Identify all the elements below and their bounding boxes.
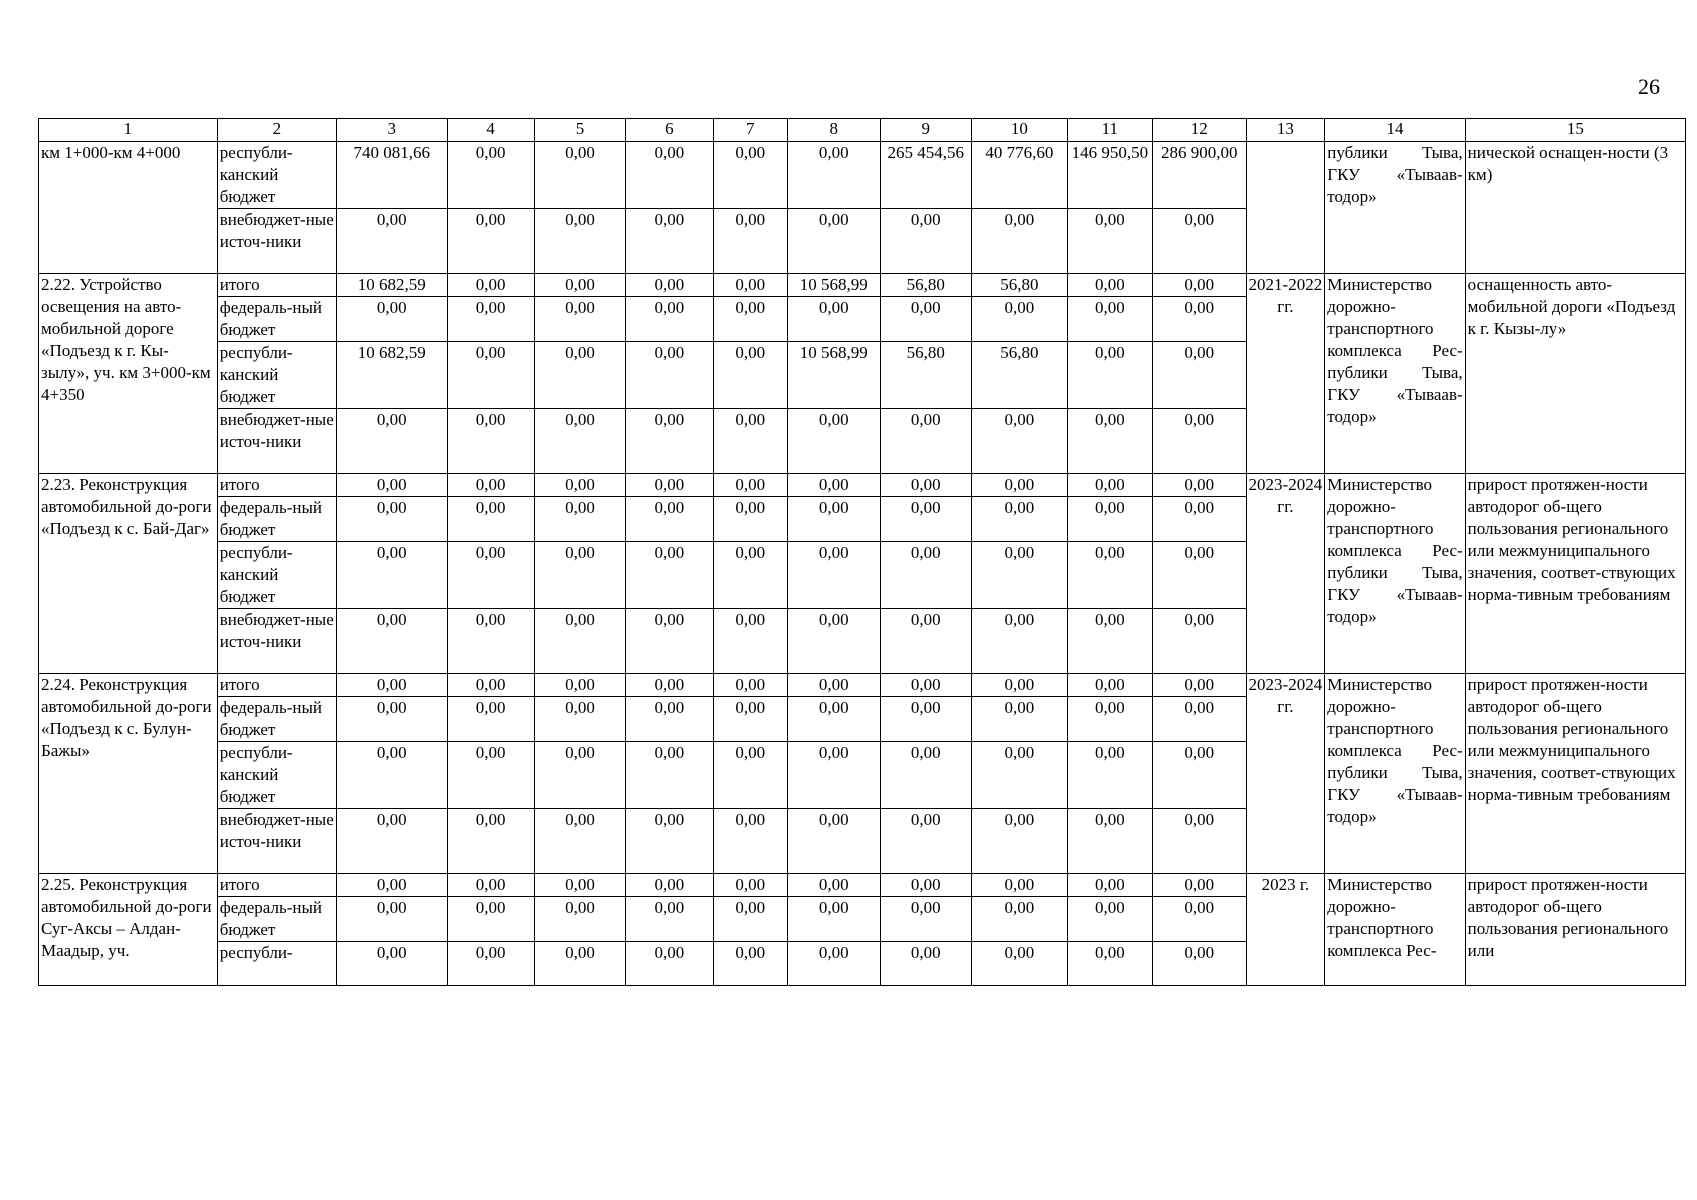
- amount-cell: 0,00: [713, 809, 787, 874]
- measure-name: км 1+000-км 4+000: [39, 142, 218, 274]
- amount-cell: 0,00: [1067, 809, 1152, 874]
- amount-cell: 0,00: [1067, 274, 1152, 297]
- amount-cell: 0,00: [1067, 609, 1152, 674]
- amount-cell: 0,00: [626, 342, 713, 409]
- amount-cell: 0,00: [1152, 609, 1246, 674]
- amount-cell: 0,00: [626, 409, 713, 474]
- expected-result: прирост протяжен-ности автодорог об-щего пользования регионального или межмуниципального значения, соответ-ствующих норма-тивным требованиям: [1465, 474, 1685, 674]
- amount-cell: 0,00: [534, 674, 626, 697]
- amount-cell: 0,00: [880, 809, 972, 874]
- amount-cell: 0,00: [534, 142, 626, 209]
- amount-cell: 0,00: [534, 942, 626, 986]
- amount-cell: 0,00: [972, 809, 1068, 874]
- amount-cell: 0,00: [447, 409, 534, 474]
- amount-cell: 0,00: [972, 474, 1068, 497]
- amount-cell: 0,00: [880, 697, 972, 742]
- amount-cell: 0,00: [447, 297, 534, 342]
- amount-cell: 0,00: [1152, 542, 1246, 609]
- amount-cell: 0,00: [787, 897, 880, 942]
- amount-cell: 0,00: [1067, 874, 1152, 897]
- amount-cell: 286 900,00: [1152, 142, 1246, 209]
- column-number: 14: [1325, 119, 1465, 142]
- amount-cell: 0,00: [1067, 697, 1152, 742]
- column-number: 2: [217, 119, 336, 142]
- column-number: 5: [534, 119, 626, 142]
- implementation-years: 2023 г.: [1246, 874, 1325, 986]
- amount-cell: 0,00: [626, 809, 713, 874]
- amount-cell: 0,00: [447, 542, 534, 609]
- amount-cell: 0,00: [713, 942, 787, 986]
- amount-cell: 0,00: [534, 274, 626, 297]
- funding-source: итого: [217, 674, 336, 697]
- amount-cell: 10 568,99: [787, 274, 880, 297]
- amount-cell: 0,00: [787, 609, 880, 674]
- amount-cell: 0,00: [713, 297, 787, 342]
- amount-cell: 0,00: [880, 474, 972, 497]
- amount-cell: 0,00: [1067, 409, 1152, 474]
- amount-cell: 0,00: [972, 897, 1068, 942]
- amount-cell: 10 568,99: [787, 342, 880, 409]
- amount-cell: 0,00: [713, 342, 787, 409]
- amount-cell: 0,00: [336, 874, 447, 897]
- amount-cell: 10 682,59: [336, 274, 447, 297]
- amount-cell: 0,00: [447, 942, 534, 986]
- funding-source: итого: [217, 274, 336, 297]
- amount-cell: 0,00: [972, 542, 1068, 609]
- amount-cell: 0,00: [336, 809, 447, 874]
- amount-cell: 0,00: [713, 409, 787, 474]
- amount-cell: 0,00: [787, 674, 880, 697]
- column-number: 9: [880, 119, 972, 142]
- amount-cell: 0,00: [447, 474, 534, 497]
- column-number: 3: [336, 119, 447, 142]
- budget-table: [38, 118, 1686, 986]
- amount-cell: 0,00: [713, 609, 787, 674]
- column-number: 13: [1246, 119, 1325, 142]
- amount-cell: 0,00: [336, 674, 447, 697]
- amount-cell: 0,00: [713, 474, 787, 497]
- amount-cell: 0,00: [336, 497, 447, 542]
- amount-cell: 0,00: [787, 942, 880, 986]
- amount-cell: 0,00: [1152, 297, 1246, 342]
- amount-cell: 0,00: [447, 497, 534, 542]
- amount-cell: 0,00: [972, 742, 1068, 809]
- amount-cell: 0,00: [336, 474, 447, 497]
- column-number: 7: [713, 119, 787, 142]
- amount-cell: 0,00: [534, 897, 626, 942]
- amount-cell: 0,00: [626, 742, 713, 809]
- amount-cell: 0,00: [336, 697, 447, 742]
- amount-cell: 0,00: [534, 697, 626, 742]
- executor: Министерство дорожно-транспортного комплекса Рес-публики Тыва, ГКУ «Тываав-тодор»: [1325, 674, 1465, 874]
- amount-cell: 0,00: [626, 874, 713, 897]
- amount-cell: 0,00: [626, 674, 713, 697]
- funding-source: внебюджет-ные источ-ники: [217, 409, 336, 474]
- budget-table-wrapper: [38, 118, 1686, 986]
- amount-cell: 0,00: [787, 742, 880, 809]
- amount-cell: 0,00: [534, 542, 626, 609]
- amount-cell: 0,00: [880, 674, 972, 697]
- amount-cell: 0,00: [626, 697, 713, 742]
- amount-cell: 0,00: [880, 209, 972, 274]
- funding-source: республи-канский бюджет: [217, 142, 336, 209]
- measure-name: 2.25. Реконструкция автомобильной до-роги Суг-Аксы – Алдан-Маадыр, уч.: [39, 874, 218, 986]
- amount-cell: 0,00: [626, 474, 713, 497]
- measure-name: 2.22. Устройство освещения на авто-мобильной дороге «Подъезд к г. Кы-зылу», уч. км 3+000-км 4+350: [39, 274, 218, 474]
- amount-cell: 0,00: [787, 809, 880, 874]
- amount-cell: 0,00: [880, 742, 972, 809]
- funding-source: внебюджет-ные источ-ники: [217, 609, 336, 674]
- amount-cell: 0,00: [972, 409, 1068, 474]
- funding-source: республи-: [217, 942, 336, 986]
- column-number: 4: [447, 119, 534, 142]
- amount-cell: 0,00: [336, 609, 447, 674]
- column-number: 15: [1465, 119, 1685, 142]
- amount-cell: 40 776,60: [972, 142, 1068, 209]
- funding-source: республи-канский бюджет: [217, 742, 336, 809]
- amount-cell: 0,00: [880, 609, 972, 674]
- amount-cell: 0,00: [447, 342, 534, 409]
- amount-cell: 0,00: [713, 697, 787, 742]
- executor: Министерство дорожно-транспортного комплекса Рес-публики Тыва, ГКУ «Тываав-тодор»: [1325, 274, 1465, 474]
- amount-cell: 0,00: [787, 409, 880, 474]
- amount-cell: 0,00: [336, 409, 447, 474]
- amount-cell: 0,00: [713, 542, 787, 609]
- funding-source: республи-канский бюджет: [217, 342, 336, 409]
- amount-cell: 0,00: [534, 874, 626, 897]
- amount-cell: 265 454,56: [880, 142, 972, 209]
- amount-cell: 0,00: [626, 609, 713, 674]
- amount-cell: 0,00: [787, 497, 880, 542]
- amount-cell: 146 950,50: [1067, 142, 1152, 209]
- expected-result: прирост протяжен-ности автодорог об-щего пользования регионального или межмуниципального значения, соответ-ствующих норма-тивным требованиям: [1465, 674, 1685, 874]
- amount-cell: 0,00: [1152, 809, 1246, 874]
- table-row: [39, 274, 1686, 297]
- table-row: [39, 874, 1686, 897]
- amount-cell: 0,00: [713, 497, 787, 542]
- column-number: 12: [1152, 119, 1246, 142]
- measure-name: 2.23. Реконструкция автомобильной до-роги «Подъезд к с. Бай-Даг»: [39, 474, 218, 674]
- amount-cell: 0,00: [447, 209, 534, 274]
- amount-cell: 0,00: [713, 742, 787, 809]
- funding-source: итого: [217, 874, 336, 897]
- amount-cell: 0,00: [1152, 474, 1246, 497]
- amount-cell: 0,00: [626, 542, 713, 609]
- amount-cell: 0,00: [972, 297, 1068, 342]
- column-number: 11: [1067, 119, 1152, 142]
- amount-cell: 0,00: [1067, 297, 1152, 342]
- funding-source: республи-канский бюджет: [217, 542, 336, 609]
- executor: публики Тыва, ГКУ «Тываав-тодор»: [1325, 142, 1465, 274]
- amount-cell: 0,00: [787, 297, 880, 342]
- amount-cell: 0,00: [787, 209, 880, 274]
- amount-cell: 0,00: [1152, 897, 1246, 942]
- amount-cell: 0,00: [713, 142, 787, 209]
- funding-source: федераль-ный бюджет: [217, 297, 336, 342]
- amount-cell: 0,00: [626, 297, 713, 342]
- amount-cell: 0,00: [880, 497, 972, 542]
- amount-cell: 0,00: [972, 942, 1068, 986]
- amount-cell: 0,00: [336, 897, 447, 942]
- amount-cell: 0,00: [1067, 897, 1152, 942]
- amount-cell: 0,00: [626, 209, 713, 274]
- amount-cell: 0,00: [626, 142, 713, 209]
- amount-cell: 56,80: [972, 342, 1068, 409]
- amount-cell: 0,00: [447, 274, 534, 297]
- amount-cell: 0,00: [1152, 274, 1246, 297]
- measure-name: 2.24. Реконструкция автомобильной до-роги «Подъезд к с. Булун-Бажы»: [39, 674, 218, 874]
- implementation-years: 2023-2024 гг.: [1246, 474, 1325, 674]
- expected-result: оснащенность авто-мобильной дороги «Подъезд к г. Кызы-лу»: [1465, 274, 1685, 474]
- amount-cell: 0,00: [880, 874, 972, 897]
- amount-cell: 0,00: [534, 474, 626, 497]
- amount-cell: 0,00: [626, 497, 713, 542]
- amount-cell: 0,00: [447, 609, 534, 674]
- amount-cell: 0,00: [336, 209, 447, 274]
- header-row: [39, 119, 1686, 142]
- amount-cell: 0,00: [1152, 942, 1246, 986]
- implementation-years: [1246, 142, 1325, 274]
- amount-cell: 0,00: [972, 609, 1068, 674]
- column-number: 1: [39, 119, 218, 142]
- amount-cell: 0,00: [880, 897, 972, 942]
- amount-cell: 0,00: [336, 942, 447, 986]
- amount-cell: 0,00: [713, 274, 787, 297]
- amount-cell: 0,00: [713, 874, 787, 897]
- amount-cell: 0,00: [880, 409, 972, 474]
- amount-cell: 0,00: [447, 142, 534, 209]
- amount-cell: 56,80: [880, 274, 972, 297]
- amount-cell: 0,00: [880, 942, 972, 986]
- amount-cell: 0,00: [713, 674, 787, 697]
- amount-cell: 0,00: [1067, 209, 1152, 274]
- funding-source: внебюджет-ные источ-ники: [217, 209, 336, 274]
- amount-cell: 0,00: [1152, 409, 1246, 474]
- amount-cell: 0,00: [972, 497, 1068, 542]
- implementation-years: 2021-2022 гг.: [1246, 274, 1325, 474]
- amount-cell: 0,00: [534, 742, 626, 809]
- amount-cell: 56,80: [972, 274, 1068, 297]
- amount-cell: 0,00: [626, 897, 713, 942]
- amount-cell: 0,00: [336, 297, 447, 342]
- amount-cell: 0,00: [336, 542, 447, 609]
- amount-cell: 0,00: [1152, 697, 1246, 742]
- amount-cell: 0,00: [1152, 497, 1246, 542]
- amount-cell: 0,00: [972, 874, 1068, 897]
- column-number: 8: [787, 119, 880, 142]
- amount-cell: 0,00: [880, 542, 972, 609]
- amount-cell: 0,00: [626, 274, 713, 297]
- amount-cell: 0,00: [972, 697, 1068, 742]
- amount-cell: 0,00: [1152, 209, 1246, 274]
- executor: Министерство дорожно-транспортного комплекса Рес-: [1325, 874, 1465, 986]
- table-row: [39, 674, 1686, 697]
- amount-cell: 0,00: [713, 209, 787, 274]
- table-row: [39, 474, 1686, 497]
- table-row: [39, 142, 1686, 209]
- amount-cell: 0,00: [447, 874, 534, 897]
- amount-cell: 0,00: [626, 942, 713, 986]
- amount-cell: 0,00: [534, 609, 626, 674]
- amount-cell: 0,00: [787, 474, 880, 497]
- page-number: 26: [1638, 74, 1660, 99]
- column-number: 6: [626, 119, 713, 142]
- amount-cell: 0,00: [534, 297, 626, 342]
- amount-cell: 0,00: [1067, 674, 1152, 697]
- amount-cell: 0,00: [1152, 874, 1246, 897]
- amount-cell: 0,00: [1067, 342, 1152, 409]
- amount-cell: 0,00: [447, 897, 534, 942]
- amount-cell: 0,00: [447, 809, 534, 874]
- amount-cell: 0,00: [447, 742, 534, 809]
- amount-cell: 0,00: [1152, 342, 1246, 409]
- expected-result: нической оснащен-ности (3 км): [1465, 142, 1685, 274]
- amount-cell: 0,00: [447, 674, 534, 697]
- amount-cell: 0,00: [787, 542, 880, 609]
- funding-source: внебюджет-ные источ-ники: [217, 809, 336, 874]
- funding-source: федераль-ный бюджет: [217, 897, 336, 942]
- funding-source: федераль-ный бюджет: [217, 697, 336, 742]
- implementation-years: 2023-2024 гг.: [1246, 674, 1325, 874]
- amount-cell: 56,80: [880, 342, 972, 409]
- amount-cell: 0,00: [1067, 742, 1152, 809]
- amount-cell: 0,00: [1067, 497, 1152, 542]
- amount-cell: 0,00: [787, 874, 880, 897]
- amount-cell: 0,00: [534, 809, 626, 874]
- amount-cell: 0,00: [1152, 674, 1246, 697]
- amount-cell: 740 081,66: [336, 142, 447, 209]
- amount-cell: 0,00: [336, 742, 447, 809]
- amount-cell: 0,00: [1067, 942, 1152, 986]
- amount-cell: 0,00: [534, 497, 626, 542]
- amount-cell: 0,00: [787, 697, 880, 742]
- amount-cell: 0,00: [713, 897, 787, 942]
- executor: Министерство дорожно-транспортного комплекса Рес-публики Тыва, ГКУ «Тываав-тодор»: [1325, 474, 1465, 674]
- amount-cell: 0,00: [1152, 742, 1246, 809]
- column-number: 10: [972, 119, 1068, 142]
- amount-cell: 0,00: [972, 674, 1068, 697]
- funding-source: федераль-ный бюджет: [217, 497, 336, 542]
- amount-cell: 0,00: [447, 697, 534, 742]
- amount-cell: 0,00: [534, 342, 626, 409]
- expected-result: прирост протяжен-ности автодорог об-щего пользования регионального или: [1465, 874, 1685, 986]
- amount-cell: 0,00: [1067, 474, 1152, 497]
- amount-cell: 0,00: [880, 297, 972, 342]
- funding-source: итого: [217, 474, 336, 497]
- amount-cell: 0,00: [534, 409, 626, 474]
- amount-cell: 10 682,59: [336, 342, 447, 409]
- amount-cell: 0,00: [787, 142, 880, 209]
- amount-cell: 0,00: [972, 209, 1068, 274]
- amount-cell: 0,00: [1067, 542, 1152, 609]
- amount-cell: 0,00: [534, 209, 626, 274]
